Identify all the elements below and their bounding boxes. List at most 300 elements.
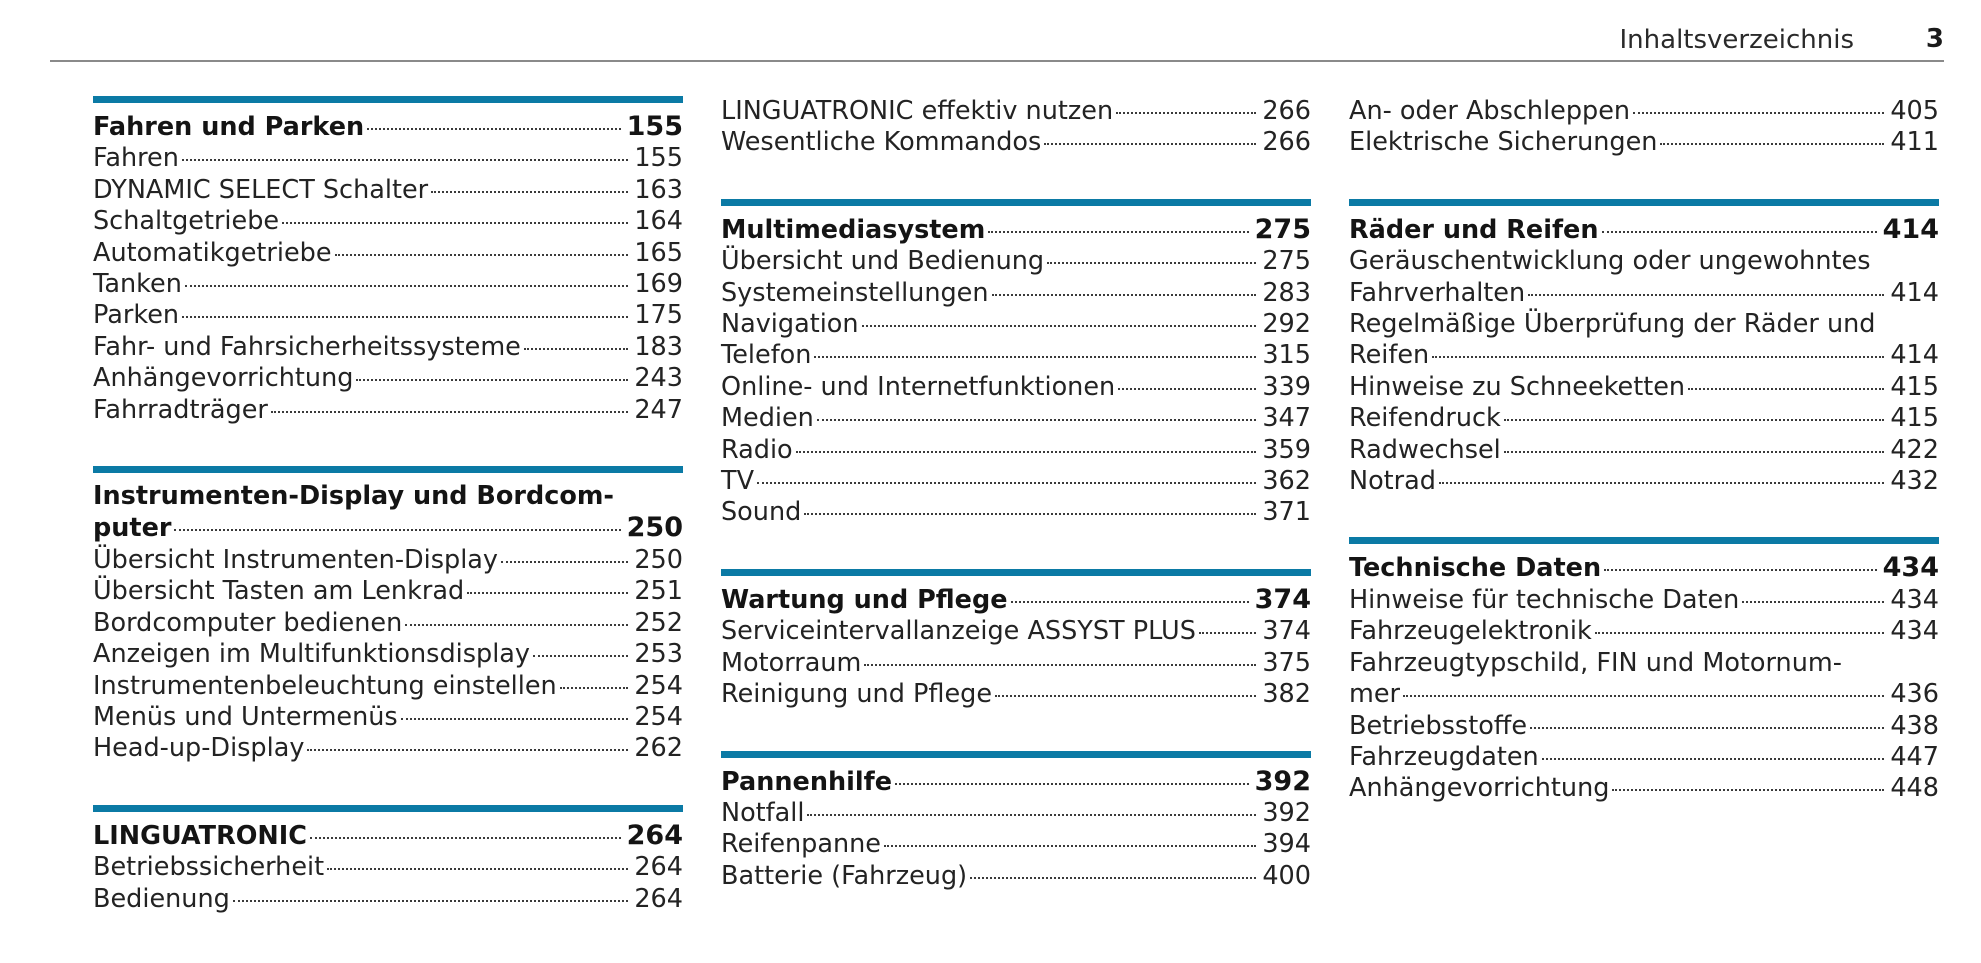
toc-entry-row [93, 175, 683, 206]
toc-entry-row [93, 269, 683, 300]
toc-entry-row [1349, 552, 1939, 584]
dot-leader [501, 561, 628, 563]
dot-leader [271, 411, 628, 413]
dot-leader [327, 868, 628, 870]
dot-leader [560, 687, 629, 689]
toc-page-number: 183 [634, 331, 683, 362]
dot-leader [431, 191, 628, 193]
toc-page-number: 362 [1262, 466, 1311, 497]
toc-entry-row [93, 111, 683, 143]
dot-leader [970, 877, 1256, 879]
toc-page-number: 155 [626, 111, 683, 142]
toc-entry-title: Fahren und Parken [93, 112, 365, 142]
toc-entry-row [1349, 214, 1939, 246]
toc-page-number: 392 [1254, 765, 1311, 797]
toc-page-number: 275 [1254, 213, 1311, 245]
dot-leader [864, 664, 1256, 666]
dot-leader [1439, 482, 1884, 484]
toc-section-heading[interactable] [1349, 214, 1939, 246]
toc-entry-row [721, 246, 1311, 277]
toc-entry[interactable] [721, 372, 1311, 403]
toc-section [93, 466, 683, 765]
toc-entry-title: Technische Daten [1349, 553, 1602, 584]
toc-entry-row [1349, 742, 1939, 773]
toc-page-number: 392 [1262, 797, 1311, 828]
toc-entry[interactable] [93, 608, 683, 639]
toc-entry-row [93, 332, 683, 363]
toc-page-number: 250 [626, 512, 683, 544]
toc-entry[interactable] [721, 616, 1311, 647]
dot-leader [1044, 143, 1256, 145]
dot-leader [185, 285, 628, 287]
toc-entry-row [93, 639, 683, 670]
toc-page-number: 448 [1890, 773, 1939, 804]
toc-entry-row [1349, 585, 1939, 616]
toc-entry[interactable] [1349, 711, 1939, 742]
toc-entry-title: Telefon [721, 340, 812, 371]
toc-entry-title: Notfall [721, 797, 805, 828]
dot-leader [1116, 112, 1256, 114]
toc-entry-row [93, 852, 683, 883]
toc-entry[interactable] [721, 798, 1311, 829]
toc-entry-title: Radwechsel [1349, 434, 1501, 465]
toc-entry[interactable] [721, 127, 1311, 158]
dot-leader [467, 592, 628, 594]
toc-entry[interactable] [721, 466, 1311, 497]
toc-entry[interactable] [721, 278, 1311, 309]
dot-leader [1595, 632, 1885, 634]
toc-page-number: 414 [1882, 213, 1939, 245]
dot-leader [1633, 112, 1884, 114]
toc-entry[interactable] [93, 702, 683, 733]
toc-page-number: 252 [634, 607, 683, 638]
toc-entry[interactable] [721, 340, 1311, 371]
toc-entry-row [721, 340, 1311, 371]
toc-page-number: 262 [634, 733, 683, 764]
dot-leader [335, 254, 629, 256]
dot-leader [233, 900, 629, 902]
dot-leader [817, 419, 1257, 421]
toc-page-number: 264 [626, 819, 683, 851]
toc-page-number: 251 [634, 576, 683, 607]
toc-page-number: 434 [1890, 616, 1939, 647]
toc-entry-title: Multimediasystem [721, 214, 986, 245]
toc-entry-row [721, 435, 1311, 466]
toc-entry-row [721, 616, 1311, 647]
toc-entry-row [93, 702, 683, 733]
toc-entry-title: Radio [721, 434, 793, 465]
toc-entry[interactable] [721, 403, 1311, 434]
toc-page-number: 264 [634, 852, 683, 883]
toc-section [1349, 199, 1939, 498]
toc-section-heading[interactable] [93, 820, 683, 852]
toc-entry[interactable] [1349, 466, 1939, 497]
dot-leader [1602, 231, 1877, 233]
toc-section-heading[interactable] [93, 481, 683, 545]
toc-entry-title: Bedienung [93, 883, 230, 914]
toc-page-number: 400 [1262, 860, 1311, 891]
toc-page-number: 422 [1890, 434, 1939, 465]
toc-entry-title: Übersicht Tasten am Lenkrad [93, 576, 465, 607]
toc-page-number: 254 [634, 670, 683, 701]
toc-entry-row [1349, 340, 1939, 371]
toc-entry[interactable] [721, 497, 1311, 528]
toc-entry-title: Übersicht und Bedienung [721, 246, 1045, 277]
toc-entry-row [1349, 711, 1939, 742]
toc-entry-row [721, 584, 1311, 616]
dot-leader [1542, 758, 1885, 760]
toc-entry[interactable] [93, 545, 683, 576]
toc-entry-row [721, 861, 1311, 892]
toc-page-number: 415 [1890, 371, 1939, 402]
dot-leader [1604, 569, 1877, 571]
toc-entry[interactable] [93, 639, 683, 670]
toc-entry-title: Navigation [721, 309, 859, 340]
toc-entry[interactable] [93, 206, 683, 237]
toc-entry-title: Medien [721, 403, 814, 434]
toc-entry[interactable] [93, 395, 683, 426]
toc-page-number: 292 [1262, 309, 1311, 340]
dot-leader [307, 749, 628, 751]
dot-leader [1199, 632, 1256, 634]
toc-page-number: 339 [1262, 371, 1311, 402]
toc-entry[interactable] [721, 648, 1311, 679]
toc-entry-row [1349, 372, 1939, 403]
toc-entry-title: DYNAMIC SELECT Schalter [93, 174, 429, 205]
dot-leader [988, 231, 1248, 233]
toc-page-number: 411 [1890, 127, 1939, 158]
toc-page-number: 163 [634, 174, 683, 205]
toc-entry[interactable] [93, 363, 683, 394]
toc-page-number: 374 [1262, 616, 1311, 647]
toc-entry-row [1349, 679, 1939, 710]
toc-page-number: 264 [634, 883, 683, 914]
dot-leader [1612, 789, 1884, 791]
toc-page-number: 315 [1262, 340, 1311, 371]
toc-entry-row [721, 798, 1311, 829]
toc-entry[interactable] [93, 300, 683, 331]
toc-entry-row [1349, 403, 1939, 434]
toc-entry[interactable] [93, 332, 683, 363]
toc-entry-row [721, 766, 1311, 798]
toc-page-number: 371 [1262, 497, 1311, 528]
toc-section [1349, 537, 1939, 804]
toc-page-number: 432 [1890, 466, 1939, 497]
toc-section [93, 96, 683, 426]
toc-page-number: 375 [1262, 647, 1311, 678]
toc-entry-title: Systemeinstellungen [721, 277, 989, 308]
toc-entry-title: LINGUATRONIC [93, 820, 307, 851]
toc-entry-title: Serviceintervallanzeige ASSYST PLUS [721, 616, 1196, 647]
toc-page-number: 243 [634, 363, 683, 394]
dot-leader [814, 356, 1256, 358]
toc-entry-title: Parken [93, 300, 180, 331]
toc-entry[interactable] [1349, 435, 1939, 466]
toc-entry[interactable] [721, 246, 1311, 277]
toc-entry-title-line: Fahrzeugtypschild, FIN und Motornum- [1349, 647, 1842, 678]
toc-entry-title: Fahrverhalten [1349, 277, 1526, 308]
toc-entry-title: Notrad [1349, 466, 1436, 497]
toc-entry-title: Fahrzeugelektronik [1349, 616, 1592, 647]
toc-entry-title: LINGUATRONIC effektiv nutzen [721, 96, 1114, 126]
toc-column-1 [93, 96, 683, 955]
toc-entry-row [93, 884, 683, 915]
toc-entry-row [93, 733, 683, 764]
dot-leader [1047, 262, 1256, 264]
toc-entry-title: puter [93, 513, 172, 544]
toc-entry[interactable] [1349, 585, 1939, 616]
toc-entry-title: Fahrzeugdaten [1349, 741, 1539, 772]
dot-leader [992, 294, 1257, 296]
toc-entry[interactable] [1349, 616, 1939, 647]
toc-page-number: 374 [1254, 583, 1311, 615]
toc-entry-title: Online- und Internetfunktionen [721, 371, 1116, 402]
toc-entry-row [1349, 466, 1939, 497]
toc-page-number: 165 [634, 237, 683, 268]
toc-entry-row [93, 512, 683, 544]
dot-leader [405, 624, 628, 626]
toc-entry-title-line: Instrumenten-Display und Bordcom- [93, 481, 614, 512]
dot-leader [524, 348, 628, 350]
toc-entry-row [93, 363, 683, 394]
toc-section [93, 805, 683, 915]
toc-page-number: 436 [1890, 679, 1939, 710]
toc-entry-row [1349, 127, 1939, 158]
toc-entry-title: Betriebssicherheit [93, 852, 325, 883]
toc-page-number: 438 [1890, 710, 1939, 741]
toc-page-number: 434 [1890, 584, 1939, 615]
toc-entry-title: Fahren [93, 143, 179, 174]
dot-leader [282, 222, 628, 224]
dot-leader [1118, 388, 1256, 390]
toc-entry[interactable] [1349, 403, 1939, 434]
toc-page-number: 253 [634, 639, 683, 670]
toc-entry[interactable] [1349, 96, 1939, 127]
dot-leader [796, 451, 1257, 453]
toc-entry-row [721, 214, 1311, 246]
toc-entry-title: Elektrische Sicherungen [1349, 127, 1658, 158]
toc-entry-title: Anhängevorrichtung [1349, 773, 1610, 804]
toc-entry-title: Reinigung und Pflege [721, 679, 993, 710]
toc-page-number: 347 [1262, 403, 1311, 434]
toc-entry-title-line: Regelmäßige Überprüfung der Räder und [1349, 309, 1876, 340]
toc-entry[interactable] [93, 238, 683, 269]
dot-leader [1504, 451, 1885, 453]
toc-entry-title: Automatikgetriebe [93, 237, 332, 268]
toc-entry-row [721, 372, 1311, 403]
toc-entry-row [93, 576, 683, 607]
dot-leader [356, 379, 628, 381]
toc-section [1349, 96, 1939, 159]
toc-entry-title: Sound [721, 497, 802, 528]
toc-entry-title: Motorraum [721, 647, 862, 678]
toc-page-number: 175 [634, 300, 683, 331]
toc-entry-title: Reifendruck [1349, 403, 1501, 434]
toc-entry-row [93, 238, 683, 269]
toc-entry[interactable] [721, 309, 1311, 340]
toc-entry[interactable] [721, 435, 1311, 466]
toc-entry-row [1349, 435, 1939, 466]
toc-entry-row [93, 671, 683, 702]
dot-leader [807, 814, 1256, 816]
toc-entry-row [721, 96, 1311, 127]
toc-entry[interactable] [1349, 648, 1939, 711]
toc-entry[interactable] [1349, 127, 1939, 158]
toc-section [721, 199, 1311, 529]
toc-page-number: 247 [634, 394, 683, 425]
toc-entry-title: Anhängevorrichtung [93, 363, 354, 394]
toc-entry[interactable] [721, 829, 1311, 860]
toc-entry[interactable] [721, 96, 1311, 127]
toc-entry[interactable] [93, 576, 683, 607]
toc-entry[interactable] [93, 733, 683, 764]
toc-column-2 [721, 96, 1311, 932]
toc-column-3 [1349, 96, 1939, 845]
toc-entry-row [93, 300, 683, 331]
toc-page-number: 283 [1262, 277, 1311, 308]
toc-page-number: 405 [1890, 96, 1939, 126]
toc-entry-title: Hinweise für technische Daten [1349, 584, 1740, 615]
toc-entry-row [721, 278, 1311, 309]
toc-entry-title-line: Geräuschentwicklung oder ungewohntes [1349, 246, 1871, 277]
toc-entry-row [721, 648, 1311, 679]
toc-section [721, 569, 1311, 711]
toc-entry-row [721, 829, 1311, 860]
toc-entry-row [93, 395, 683, 426]
toc-entry-title: Betriebsstoffe [1349, 710, 1528, 741]
dot-leader [1403, 695, 1884, 697]
page-header [50, 0, 1944, 62]
toc-entry-row [721, 679, 1311, 710]
toc-page-number: 382 [1262, 679, 1311, 710]
toc-entry-title: Übersicht Instrumenten-Display [93, 544, 499, 575]
toc-page-number: 266 [1262, 127, 1311, 158]
dot-leader [367, 128, 620, 130]
toc-entry-title: Reifenpanne [721, 829, 881, 860]
toc-page-number: 415 [1890, 403, 1939, 434]
dot-leader [995, 695, 1256, 697]
toc-entry[interactable] [93, 884, 683, 915]
toc-entry-title: Wesentliche Kommandos [721, 127, 1042, 158]
toc-entry-row [93, 820, 683, 852]
toc-page-number: 447 [1890, 741, 1939, 772]
toc-entry[interactable] [1349, 742, 1939, 773]
toc-entry[interactable] [93, 143, 683, 174]
toc-entry-title: Instrumentenbeleuchtung einstellen [93, 670, 557, 701]
toc-page-number: 275 [1262, 246, 1311, 277]
toc-entry-title: Bordcomputer bedienen [93, 607, 403, 638]
toc-entry[interactable] [721, 861, 1311, 892]
toc-page-number: 434 [1882, 552, 1939, 584]
dot-leader [884, 845, 1256, 847]
toc-entry[interactable] [93, 852, 683, 883]
dot-leader [182, 316, 628, 318]
toc-page-number: 250 [634, 544, 683, 575]
toc-entry-row [721, 403, 1311, 434]
toc-entry-title: Reifen [1349, 340, 1430, 371]
toc-entry-title: Tanken [93, 269, 182, 300]
dot-leader [1530, 727, 1884, 729]
toc-entry-title: Anzeigen im Multifunktionsdisplay [93, 639, 531, 670]
header-title: Inhaltsverzeichnis [1619, 25, 1854, 55]
toc-section-heading[interactable] [1349, 552, 1939, 584]
toc-entry-row [93, 143, 683, 174]
toc-entry-row [721, 497, 1311, 528]
toc-page-number: 394 [1262, 829, 1311, 860]
dot-leader [1742, 601, 1884, 603]
header-page-number: 3 [1925, 24, 1944, 54]
toc-section-heading[interactable] [93, 111, 683, 143]
toc-entry-row [93, 545, 683, 576]
toc-entry-row [1349, 773, 1939, 804]
toc-entry[interactable] [1349, 773, 1939, 804]
dot-leader [804, 513, 1256, 515]
toc-page-number: 169 [634, 269, 683, 300]
toc-entry-title: Schaltgetriebe [93, 206, 280, 237]
toc-entry-title: Batterie (Fahrzeug) [721, 860, 968, 891]
toc-section [721, 751, 1311, 893]
toc-entry[interactable] [1349, 309, 1939, 372]
toc-entry[interactable] [93, 269, 683, 300]
toc-entry-title: Menüs und Untermenüs [93, 701, 398, 732]
toc-entry-row [1349, 96, 1939, 127]
dot-leader [1011, 601, 1249, 603]
toc-entry-title: Head-up-Display [93, 733, 305, 764]
toc-entry-row [93, 206, 683, 237]
dot-leader [182, 159, 628, 161]
toc-entry-title: Wartung und Pflege [721, 584, 1008, 615]
toc-section [721, 96, 1311, 159]
toc-section-heading[interactable] [721, 766, 1311, 798]
toc-entry[interactable] [1349, 372, 1939, 403]
toc-entry-title: Hinweise zu Schneeketten [1349, 371, 1686, 402]
toc-page-number: 359 [1262, 434, 1311, 465]
toc-entry-title: Räder und Reifen [1349, 214, 1599, 245]
dot-leader [1660, 143, 1884, 145]
toc-page-number: 266 [1262, 96, 1311, 126]
toc-entry-title: An- oder Abschleppen [1349, 96, 1631, 126]
toc-entry-row [1349, 616, 1939, 647]
dot-leader [757, 482, 1256, 484]
dot-leader [310, 837, 621, 839]
dot-leader [533, 655, 628, 657]
toc-section-heading[interactable] [721, 214, 1311, 246]
toc-page-number: 155 [634, 143, 683, 174]
dot-leader [862, 325, 1257, 327]
toc-entry-row [721, 466, 1311, 497]
toc-entry[interactable] [93, 175, 683, 206]
toc-entry-title: TV [721, 466, 755, 497]
toc-entry-row [721, 309, 1311, 340]
dot-leader [895, 783, 1249, 785]
toc-page-number: 254 [634, 701, 683, 732]
toc-entry-row [93, 608, 683, 639]
toc-entry[interactable] [93, 671, 683, 702]
toc-entry[interactable] [721, 679, 1311, 710]
dot-leader [174, 529, 620, 531]
dot-leader [1528, 294, 1884, 296]
toc-section-heading[interactable] [721, 584, 1311, 616]
dot-leader [1432, 356, 1884, 358]
toc-entry-row [1349, 278, 1939, 309]
toc-entry-row [721, 127, 1311, 158]
toc-entry-title: Fahrradträger [93, 394, 268, 425]
toc-entry-title: Fahr- und Fahrsicherheitssysteme [93, 331, 521, 362]
toc-entry-title: mer [1349, 679, 1401, 710]
dot-leader [1504, 419, 1885, 421]
dot-leader [1688, 388, 1884, 390]
toc-entry[interactable] [1349, 246, 1939, 309]
